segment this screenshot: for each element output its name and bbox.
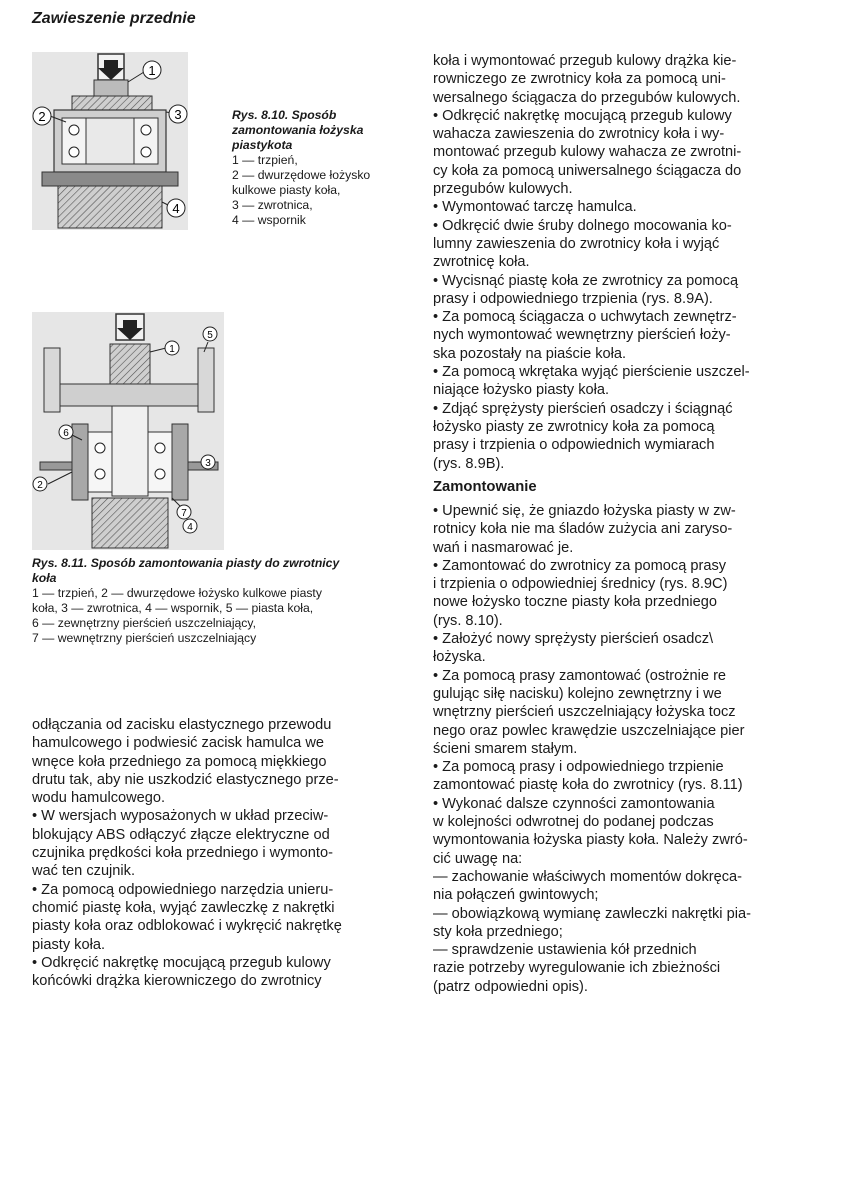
svg-text:2: 2 (37, 480, 43, 491)
figure-8-11 (32, 312, 224, 550)
text-line: zwrotnicę koła. (433, 254, 530, 271)
text-line: drutu tak, aby nie uszkodzić elastycznego prze- (32, 771, 339, 788)
caption-item: 3 — zwrotnica, (232, 198, 313, 212)
text-line: cić uwagę na: (433, 850, 523, 867)
text-line: niające łożysko piasty koła. (433, 382, 610, 399)
text-line: wań i nasmarować je. (433, 539, 574, 556)
svg-text:3: 3 (174, 107, 182, 122)
text-line: prasy i odpowiedniego trzpienia (rys. 8.9A). (433, 290, 713, 307)
text-line: piasty koła. (32, 936, 106, 953)
page-header: Zawieszenie przednie (32, 10, 196, 27)
text-line: • Za pomocą prasy i odpowiedniego trzpienie (433, 759, 724, 776)
text-line: • Za pomocą odpowiedniego narzędzia unieru- (32, 881, 334, 898)
text-line: prasy i trzpienia o odpowiednich wymiarach (433, 437, 715, 454)
caption-item: 1 — trzpień, (232, 153, 298, 167)
text-line: chomić piastę koła, wyjąć zawleczkę z nakrętki (32, 899, 335, 916)
text-line: gulując siłę nacisku) kolejno zewnętrzny i we (433, 685, 722, 702)
text-line: • Za pomocą wkrętaka wyjąć pierścienie uszczel- (433, 364, 750, 381)
caption-title-line: zamontowania łożyska (232, 123, 364, 137)
text-line: • W wersjach wyposażonych w układ przeciw- (32, 808, 329, 825)
callout-4 (183, 519, 197, 533)
svg-text:5: 5 (207, 330, 213, 341)
figure-8-11-caption (32, 556, 407, 646)
text-line: nia połączeń gwintowych; (433, 887, 599, 904)
text-line: piasty koła oraz odblokować i wykręcić nakrętkę (32, 918, 342, 935)
callout-2 (33, 477, 47, 491)
right-column-text-top (433, 52, 797, 473)
text-line: blokujący ABS odłączyć złącze elektryczne od (32, 826, 330, 843)
text-line: odłączania od zacisku elastycznego przewodu (32, 717, 332, 733)
text-line: wać ten czujnik. (32, 863, 136, 880)
text-line: • Wycisnąć piastę koła ze zwrotnicy za pomocą (433, 272, 739, 289)
callout-7 (177, 505, 191, 519)
svg-text:3: 3 (205, 458, 211, 469)
text-line: (rys. 8.10). (433, 612, 503, 629)
caption-title-line: Rys. 8.10. Sposób (232, 108, 337, 122)
text-line: — zachowanie właściwych momentów dokręca- (433, 868, 743, 885)
text-line: czujnika prędkości koła przedniego i wymonto- (32, 845, 333, 862)
text-line: nego oraz powlec krawędzie uszczelniające pier (433, 722, 745, 739)
text-line: (rys. 8.9B). (433, 455, 505, 472)
text-line: (patrz odpowiedni opis). (433, 978, 588, 995)
svg-text:2: 2 (38, 109, 46, 124)
text-line: wahacza zawieszenia do zwrotnicy koła i wy- (433, 126, 725, 143)
callout-3 (201, 455, 215, 469)
text-line: • Odkręcić nakrętkę mocującą przegub kulowy (433, 107, 732, 124)
section-title: Zamontowanie (433, 479, 537, 495)
callout-4 (167, 199, 185, 217)
hub-press-diagram (32, 312, 224, 550)
svg-text:4: 4 (172, 201, 180, 216)
caption-item: kulkowe piasty koła, (232, 183, 341, 197)
text-line: • Za pomocą prasy zamontować (ostrożnie re (433, 667, 727, 684)
text-line: nowe łożysko toczne piasty koła przedniego (433, 594, 717, 611)
text-line: cy koła za pomocą uniwersalnego ściągacza do (433, 162, 742, 179)
text-line: i trzpienia o odpowiedniej średnicy (rys. 8.9C) (433, 576, 728, 593)
text-line: — obowiązkową wymianę zawleczki nakrętki pia- (433, 905, 751, 922)
callout-1 (143, 61, 161, 79)
text-line: • Założyć nowy sprężysty pierścień osadcz\ (433, 631, 714, 648)
svg-text:6: 6 (63, 428, 69, 439)
text-line: • Zdjąć sprężysty pierścień osadczy i ściągnąć (433, 400, 733, 417)
text-line: razie potrzeby wyregulowanie ich zbieżności (433, 960, 721, 977)
text-line: zamontować piastę koła do zwrotnicy (rys. 8.11) (433, 777, 743, 794)
text-line: • Odkręcić nakrętkę mocującą przegub kulowy (32, 954, 331, 971)
text-line: rowniczego ze zwrotnicy koła za pomocą uni- (433, 71, 726, 88)
callout-1 (165, 341, 179, 355)
figure-8-10 (32, 52, 188, 230)
text-line: hamulcowego i podwiesić zacisk hamulca we (32, 735, 325, 752)
text-line: wodu hamulcowego. (32, 790, 166, 807)
caption-title-line: piastykota (232, 138, 293, 152)
svg-text:1: 1 (169, 344, 175, 355)
right-column-text-bottom (433, 502, 797, 996)
caption-title-line: koła (32, 571, 57, 585)
svg-text:4: 4 (187, 522, 193, 533)
text-line: wymontowania łożyska piasty koła. Należy zwró- (433, 832, 748, 849)
text-line: • Wykonać dalsze czynności zamontowania (433, 795, 715, 812)
caption-item: 1 — trzpień, 2 — dwurzędowe łożysko kulkowe piasty (32, 586, 322, 600)
text-line: ścieni smarem stałym. (433, 740, 578, 757)
caption-item: 2 — dwurzędowe łożysko (232, 168, 371, 182)
text-line: • Wymontować tarczę hamulca. (433, 199, 637, 216)
bearing-press-diagram (32, 52, 188, 230)
left-column-text (32, 716, 392, 990)
text-line: nych wymontować wewnętrzny pierścień łoży- (433, 327, 731, 344)
text-line: lumny zawieszenia do zwrotnicy koła i wyjąć (433, 235, 720, 252)
text-line: koła i wymontować przegub kulowy drążka kie- (433, 53, 737, 69)
text-line: wersalnego ściągacza do przegubów kulowych. (433, 89, 741, 106)
text-line: • Upewnić się, że gniazdo łożyska piasty w zw- (433, 503, 736, 519)
callout-2 (33, 107, 51, 125)
text-line: w kolejności odwrotnej do podanej podczas (433, 814, 714, 831)
text-line: rotnicy koła nie ma śladów zużycia ani zaryso- (433, 521, 733, 538)
text-line: ska pozostały na piaście koła. (433, 345, 627, 362)
text-line: przegubów kulowych. (433, 181, 573, 198)
caption-item: 7 — wewnętrzny pierścień uszczelniający (32, 631, 257, 645)
text-line: końcówki drążka kierowniczego do zwrotnicy (32, 973, 322, 990)
caption-item: 4 — wspornik (232, 213, 306, 227)
text-line: łożysko piasty ze zwrotnicy koła za pomocą (433, 418, 715, 435)
text-line: łożyska. (433, 649, 486, 666)
text-line: sty koła przedniego; (433, 923, 563, 940)
callout-6 (59, 425, 73, 439)
figure-8-10-caption (232, 108, 402, 228)
text-line: — sprawdzenie ustawienia kół przednich (433, 942, 697, 959)
svg-text:7: 7 (181, 508, 187, 519)
callout-5 (203, 327, 217, 341)
text-line: • Odkręcić dwie śruby dolnego mocowania ko- (433, 217, 732, 234)
callout-3 (169, 105, 187, 123)
svg-text:1: 1 (148, 63, 156, 78)
text-line: • Zamontować do zwrotnicy za pomocą prasy (433, 557, 727, 574)
text-line: montować przegub kulowy wahacza ze zwrotni- (433, 144, 742, 161)
caption-item: koła, 3 — zwrotnica, 4 — wspornik, 5 — piasta koła, (32, 601, 314, 615)
text-line: wnęce koła przedniego za pomocą miękkiego (32, 753, 327, 770)
caption-item: 6 — zewnętrzny pierścień uszczelniający, (32, 616, 256, 630)
caption-title-line: Rys. 8.11. Sposób zamontowania piasty do zwrotnicy (32, 556, 340, 570)
text-line: wnętrzny pierścień uszczelniający łożyska tocz (433, 704, 736, 721)
text-line: • Za pomocą ściągacza o uchwytach zewnętrz- (433, 309, 737, 326)
